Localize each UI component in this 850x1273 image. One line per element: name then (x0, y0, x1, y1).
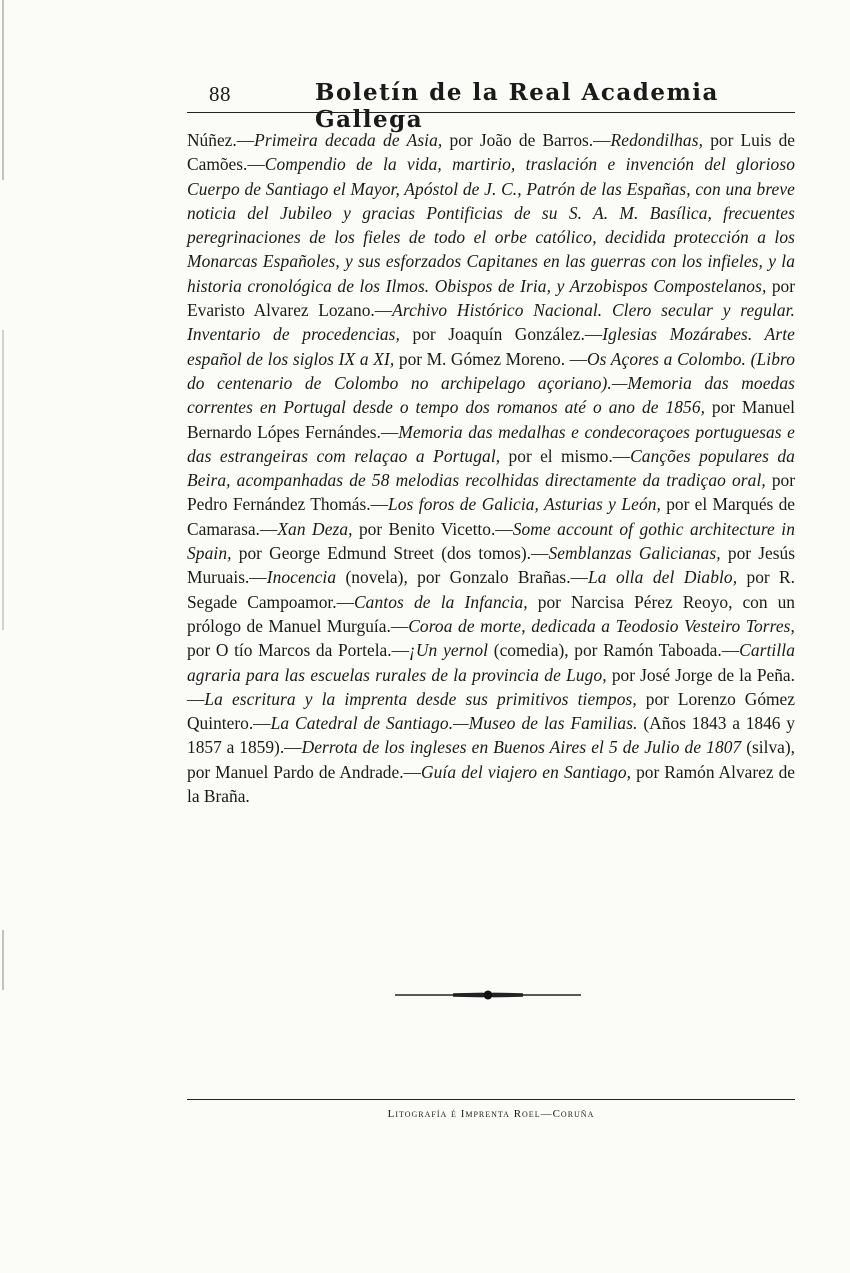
title-run: Cartilla agraria para las escuelas rurales de la provincia de Lugo, (187, 640, 796, 685)
title-run: La escritura y la imprenta desde sus primitivos tiempos, (204, 688, 637, 709)
text-run: por M. Gómez Moreno. — (394, 348, 587, 369)
title-run: Memoria das medalhas e condecoraçoes portuguesas e das estrangeiras com relaçao a Portugal, (187, 421, 795, 466)
text-run: (silva), por Manuel Pardo de Andrade.— (187, 737, 795, 782)
printer-imprint: Litografía é Imprenta Roel—Coruña (387, 1108, 595, 1120)
text-run: por Jesús Muruais.— (187, 543, 795, 588)
text-run: (Años 1843 a 1846 y 1857 a 1859).— (187, 713, 795, 758)
page-number: 88 (209, 82, 231, 106)
title-run: Xan Deza, (277, 518, 353, 539)
text-run: por Ramón Alvarez de la Braña. (187, 761, 795, 807)
title-run: Semblanzas Galicianas, (548, 543, 721, 564)
title-run: Iglesias Mozárabes. Arte español de los siglos IX a XI, (187, 324, 795, 369)
title-run: La olla del Diablo, (587, 567, 738, 588)
title-run: Guía del viajero en Santiago, (420, 761, 632, 782)
text-run: por Evaristo Alvarez Lozano.— (187, 275, 795, 321)
text-run: por Lorenzo Gómez Quintero.— (187, 688, 795, 734)
text-run: Núñez.— (187, 130, 255, 150)
text-run: por Pedro Fernández Thomás.— (187, 470, 796, 515)
title-run: Some account of gothic architecture in Spain, (187, 518, 796, 564)
text-run: (comedia), por Ramón Taboada.— (488, 640, 740, 661)
text-run: por Luis de Camões.— (187, 130, 796, 175)
body-text (187, 128, 795, 808)
title-run: Los foros de Galicia, Asturias y León, (387, 494, 661, 515)
footer-rule (187, 1099, 795, 1100)
text-run: por R. Segade Campoamor.— (187, 567, 795, 612)
text-run: por Narcisa Pérez Reoyo, con un prólogo de Manuel Murguía.— (187, 591, 795, 636)
title-run: Inocencia (266, 567, 337, 588)
title-run: Archivo Histórico Nacional. Clero secular y regular. Inventario de procedencias, (187, 300, 795, 345)
text-run: por Benito Vicetto.— (352, 518, 513, 539)
title-run: ¡Un yernol (409, 640, 489, 661)
title-run: Derrota de los ingleses en Buenos Aires el 5 de Julio de 1807 (301, 737, 742, 758)
title-run: Canções populares da Beira, acompanhadas de 58 melodias recolhidas directamente da tradiçao oral, (187, 445, 795, 491)
title-run: Cantos de la Infancia, (353, 591, 528, 612)
ornament-rule (393, 988, 583, 1002)
title-run: La Catedral de Santiago.—Museo de las Familias. (270, 713, 638, 734)
text-run: por Joaquín González.— (400, 324, 603, 345)
text-run: por José Jorge de la Peña.— (187, 664, 795, 709)
title-run: Compendio de la vida, martirio, traslación e invención del glorioso Cuerpo de Santiago el Mayor, Apóstol de J. C., Patrón de las Españas, con una breve noticia del Jubileo y gracias Pontificias de su S. A. M. Basílica, frecuentes peregrinaciones de los fieles de todo el orbe católico, decidida protección a los Monarcas Españoles, y sus esforzados Capitanes en las guerras con los infieles, y la historia cronológica de los Ilmos. Obispos de Iria, y Arzobispos Compostelanos, (187, 154, 795, 296)
text-run: por João de Barros.— (442, 130, 611, 150)
page-header (187, 78, 795, 133)
binding-edge-mark (2, 330, 4, 630)
text-run: por O tío Marcos da Portela.— (187, 640, 409, 661)
title-run: Os Açores a Colombo. (Libro do centenario de Colombo no archipelago açoriano).—Memoria das moedas correntes en Portugal desde o tempo dos romanos até o ano de 1856, (187, 348, 796, 418)
binding-edge-mark (2, 930, 4, 990)
binding-edge-mark (2, 0, 4, 180)
title-run: Primeira decada de Asia, (254, 130, 443, 150)
title-run: Coroa de morte, dedicada a Teodosio Vesteiro Torres, (408, 615, 795, 636)
text-run: por Manuel Bernardo Lópes Fernándes.— (187, 397, 795, 442)
running-title: Boletín de la Real Academia Gallega (315, 79, 719, 133)
title-run: Redondilhas, (610, 130, 704, 150)
text-run: por George Edmund Street (dos tomos).— (231, 543, 549, 564)
text-run: por el Marqués de Camarasa.— (187, 494, 795, 539)
text-run: por el mismo.— (500, 445, 631, 466)
text-run: (novela), por Gonzalo Brañas.— (336, 567, 588, 588)
